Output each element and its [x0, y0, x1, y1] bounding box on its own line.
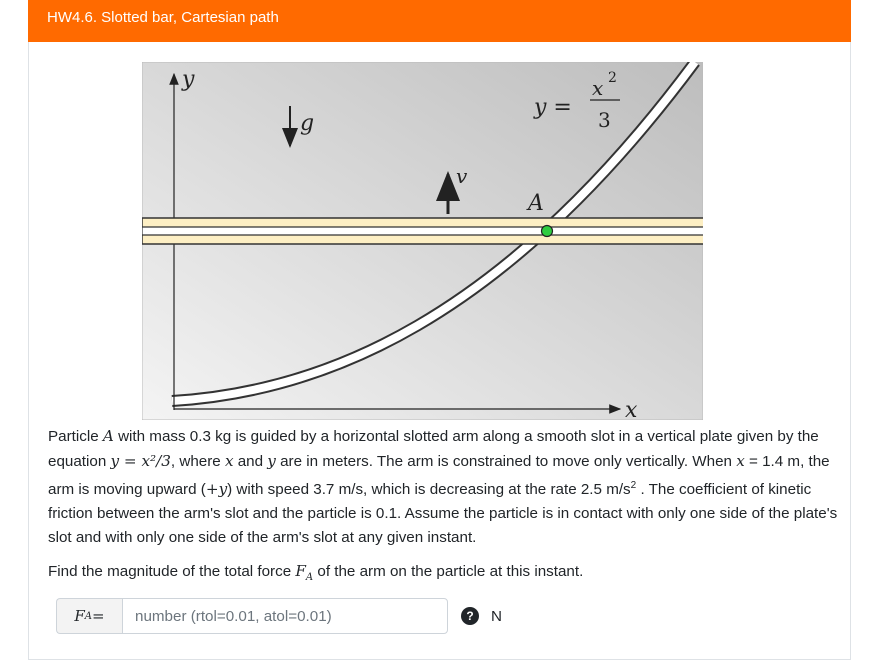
equation-denominator: 3 [598, 108, 611, 132]
x-axis-label: x [625, 398, 638, 420]
point-a-label: A [528, 191, 544, 216]
answer-label: F A = [56, 598, 122, 634]
gravity-label: g [300, 111, 315, 136]
velocity-label: v [456, 164, 468, 188]
equation-numerator-exponent: 2 [608, 70, 617, 86]
problem-paragraph: Particle A with mass 0.3 kg is guided by a horizontal slotted arm along a smooth slot in a vertical plate given by the equation y = x²/3, where x and y are in meters. The arm is constrained to move only vertically. When x = 1.4 m, the arm is moving upward (+y) with speed 3.7 m/s, which is decreasing at the rate 2.5 $m/s^2$ . The coefficient of kinetic friction between the arm's slot and the particle is 0.1. Assume the particle is in contact with only one side of the plate's slot and with only one side of the arm's slot at any given instant. [48, 427, 838, 547]
equation-lhs: y = [534, 95, 572, 120]
y-axis-label: y [182, 67, 195, 92]
answer-row [56, 597, 502, 635]
particle-a [542, 226, 553, 237]
unit-label: N [491, 607, 502, 625]
problem-statement [48, 424, 838, 550]
question-prompt: Find the magnitude of the total force $F_A$ of the arm on the particle at this instant. [48, 562, 584, 584]
question-header [28, 0, 851, 42]
help-icon[interactable]: ? [461, 607, 479, 625]
problem-figure [142, 62, 703, 420]
equation-numerator: x [592, 76, 604, 100]
question-title: HW4.6. Slotted bar, Cartesian path [47, 9, 279, 26]
answer-input[interactable] [122, 598, 448, 634]
